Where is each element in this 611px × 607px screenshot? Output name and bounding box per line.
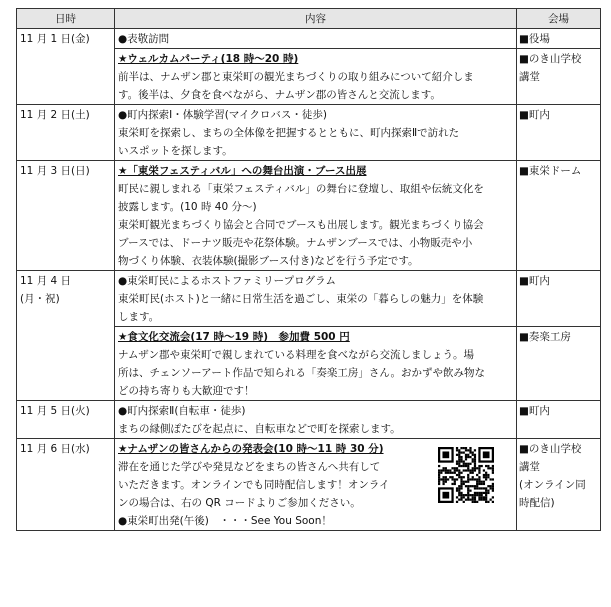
date-cell	[17, 439, 115, 531]
event-text: ナムザン郡や東栄町で親しまれている料理を食べながら交流しましょう。場	[118, 349, 475, 361]
event-text: します。	[118, 311, 160, 323]
schedule-table	[16, 8, 601, 531]
date-cell	[17, 105, 115, 161]
event-text: 東栄町を探索し、まちの全体像を把握するとともに、町内探索Ⅱで訪れた	[118, 127, 460, 139]
table-row	[17, 439, 601, 531]
table-row	[17, 29, 601, 49]
content-cell	[115, 401, 517, 439]
event-text: ブースでは、ドーナツ販売や花祭体験。ナムザンブースでは、小物販売や小	[118, 237, 473, 249]
content-cell	[115, 105, 517, 161]
date-cell	[17, 271, 115, 401]
date-text: 11 月 3 日(日)	[20, 165, 90, 177]
venue-cell	[517, 29, 601, 49]
schedule-body	[17, 29, 601, 531]
event-text: 町民に親しまれる「東栄フェスティバル」の舞台に登壇し、取組や伝統文化を	[118, 183, 484, 195]
venue-cell	[517, 271, 601, 327]
date-cell	[17, 161, 115, 271]
date-text: 11 月 2 日(土)	[20, 109, 90, 121]
venue-text: ■のき山学校	[519, 443, 582, 455]
event-text: 東栄町民(ホスト)と一緒に日常生活を過ごし、東栄の「暮らしの魅力」を体験	[118, 293, 484, 305]
venue-cell	[517, 327, 601, 401]
venue-text: (オンライン同	[519, 479, 586, 491]
content-cell	[115, 49, 517, 105]
event-text: まちの縁側ぽたびを起点に、自転車などで町を探索します。	[118, 423, 401, 435]
content-cell	[115, 327, 517, 401]
event-text: いスポットを探します。	[118, 145, 233, 157]
header-row	[17, 9, 601, 29]
event-text: 所は、チェンソーアート作品で知られる「奏楽工房」さん。おかずや飲み物な	[118, 367, 485, 379]
content-cell	[115, 29, 517, 49]
date-text: (月・祝)	[20, 293, 60, 305]
venue-text: 講堂	[519, 461, 540, 473]
event-text: 東栄町観光まちづくり協会と合同でブースも出展します。観光まちづくり協会	[118, 219, 484, 231]
event-text: どの持ち寄りも大歓迎です！	[118, 385, 255, 397]
event-title: ★食文化交流会(17 時～19 時) 参加費 500 円	[118, 331, 350, 343]
event-title: ★「東栄フェスティバル」への舞台出演・ブース出展	[118, 165, 367, 177]
venue-text: 時配信)	[519, 497, 555, 509]
event-text: ●東栄町民によるホストファミリープログラム	[118, 275, 337, 287]
date-text: 11 月 6 日(水)	[20, 443, 90, 455]
venue-text: ■町内	[519, 109, 550, 121]
venue-text: ■町内	[519, 405, 550, 417]
header-venue: 会場	[517, 9, 601, 29]
venue-text: ■東栄ドーム	[519, 165, 582, 177]
venue-text: ■のき山学校	[519, 53, 582, 65]
event-text: す。後半は、夕食を食べながら、ナムザン郡の皆さんと交流します。	[118, 89, 441, 101]
event-text: 物づくり体験、衣装体験(撮影ブース付き)などを行う予定です。	[118, 255, 419, 267]
table-row	[17, 271, 601, 327]
date-text: 11 月 1 日(金)	[20, 33, 90, 45]
qr-code-icon[interactable]	[438, 447, 494, 503]
header-content: 内容	[115, 9, 517, 29]
table-row	[17, 105, 601, 161]
event-text: いただきます。オンラインでも同時配信します！オンライ	[118, 479, 390, 491]
event-text: ●町内探索Ⅰ・体験学習(マイクロバス・徒歩)	[118, 109, 328, 121]
event-text: 披露します。(10 時 40 分～)	[118, 201, 257, 213]
venue-cell	[517, 161, 601, 271]
venue-cell	[517, 105, 601, 161]
header-date: 日時	[17, 9, 115, 29]
date-cell	[17, 401, 115, 439]
event-text: ンの場合は、右の QR コードよりご参加ください。	[118, 497, 361, 509]
event-text: 前半は、ナムザン郡と東栄町の観光まちづくりの取り組みについて紹介しま	[118, 71, 474, 83]
date-text: 11 月 4 日	[20, 275, 72, 287]
date-cell	[17, 29, 115, 105]
venue-text: ■町内	[519, 275, 550, 287]
venue-cell	[517, 401, 601, 439]
table-row	[17, 401, 601, 439]
event-title: ★ウェルカムパーティ(18 時～20 時)	[118, 53, 299, 65]
event-text: 滞在を通じた学びや発見などをまちの皆さんへ共有して	[118, 461, 381, 473]
event-text: ●東栄町出発(午後) ・・・See You Soon！	[118, 515, 332, 527]
venue-cell	[517, 439, 601, 531]
content-cell	[115, 271, 517, 327]
event-text: ●表敬訪問	[118, 33, 170, 45]
content-cell	[115, 439, 517, 531]
content-cell	[115, 161, 517, 271]
venue-text: 講堂	[519, 71, 540, 83]
venue-text: ■奏楽工房	[519, 331, 571, 343]
venue-cell	[517, 49, 601, 105]
event-title: ★ナムザンの皆さんからの発表会(10 時～11 時 30 分)	[118, 443, 384, 455]
table-row	[17, 161, 601, 271]
event-text: ●町内探索Ⅱ(自転車・徒歩)	[118, 405, 246, 417]
venue-text: ■役場	[519, 33, 550, 45]
date-text: 11 月 5 日(火)	[20, 405, 90, 417]
